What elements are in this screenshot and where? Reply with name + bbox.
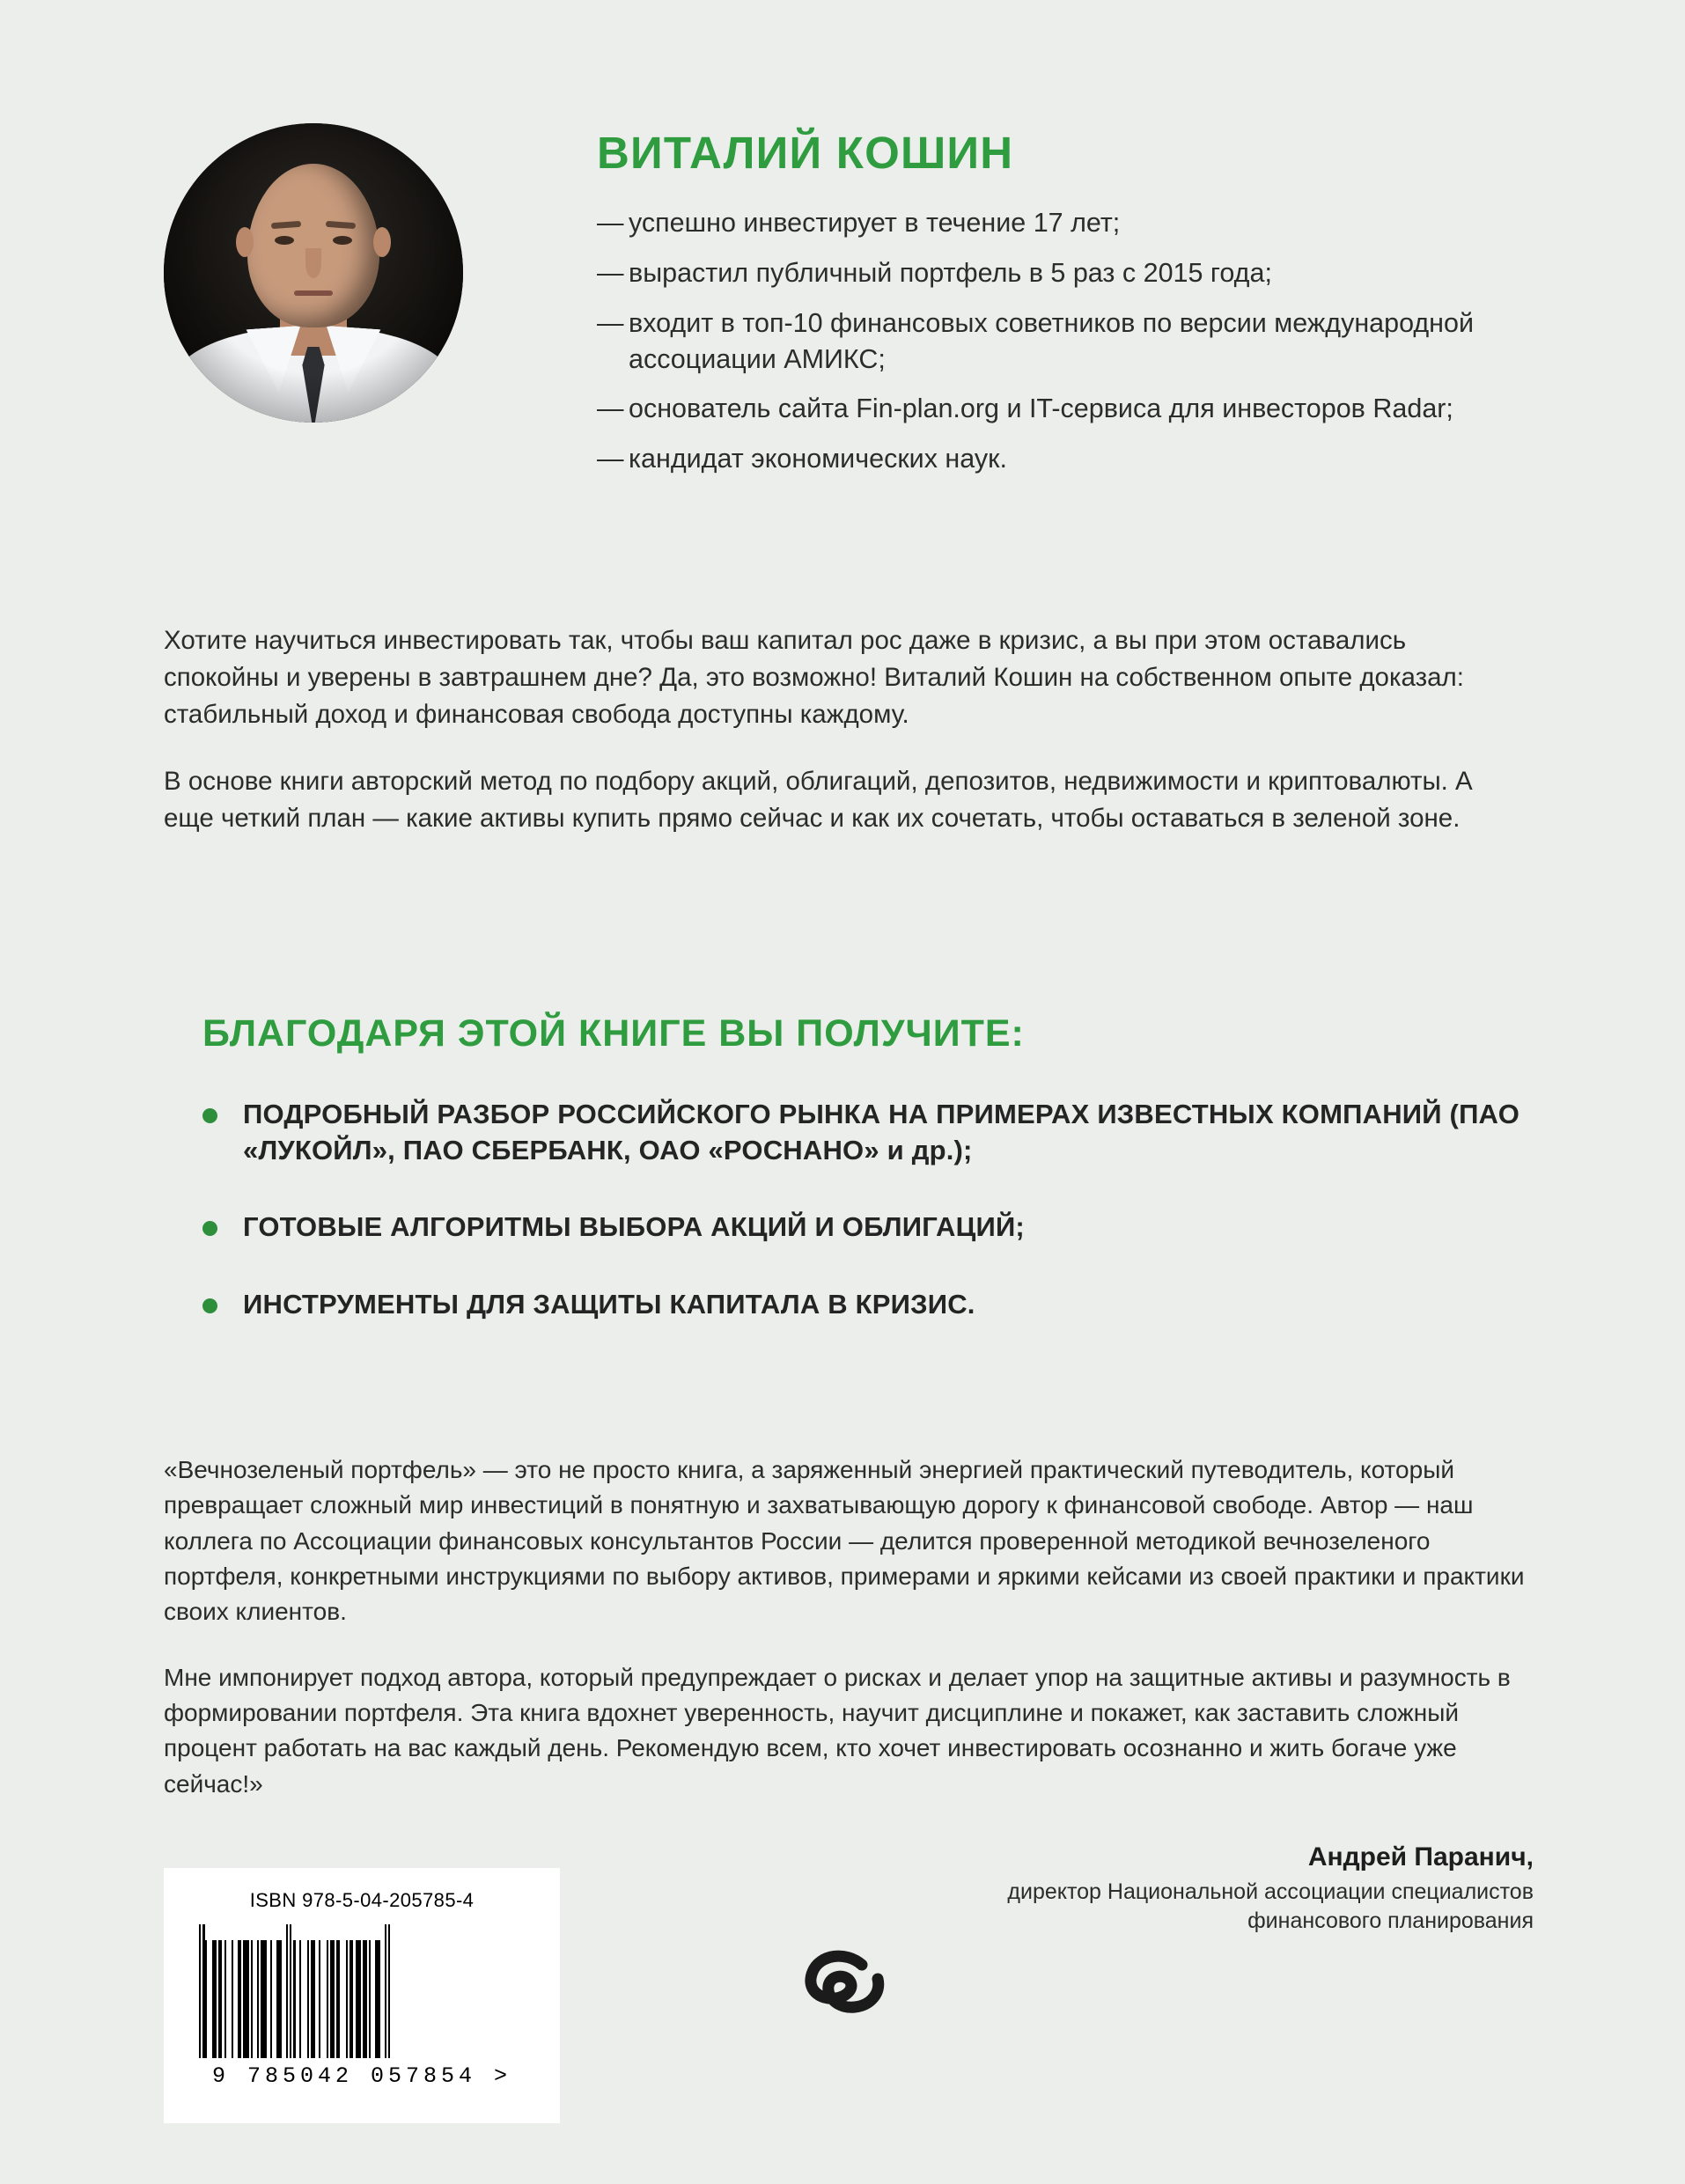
author-fact-text: основатель сайта Fin-plan.org и IT-сервиса для инвесторов Radar; (629, 393, 1453, 424)
dash-marker: — (597, 444, 624, 474)
reviewer-role: директор Национальной ассоциации специалистов финансового планирования (1007, 1879, 1534, 1933)
dash-marker: — (597, 257, 624, 288)
review-paragraph: «Вечнозеленый портфель» — это не просто книга, а заряженный энергией практический путеводитель, который превращает сложный мир инвестиций в понятную и захватывающую дорогу к финансовой свободе. Автор — наш коллега по Ассоциации финансовых консультантов России — делится проверенной методикой вечнозеленого портфеля, конкретными инструкциями по выбору активов, примерами и яркими кейсами из своей практики и практики своих клиентов. (164, 1456, 1525, 1626)
barcode-bars (199, 1924, 525, 2058)
author-text (597, 123, 1537, 491)
author-fact-text: кандидат экономических наук. (629, 444, 1007, 474)
dash-marker: — (597, 393, 624, 424)
benefit-text: ГОТОВЫЕ АЛГОРИТМЫ ВЫБОРА АКЦИЙ И ОБЛИГАЦИЙ; (243, 1211, 1025, 1243)
list-item (597, 441, 1537, 477)
author-fact-text: успешно инвестирует в течение 17 лет; (629, 208, 1121, 238)
list-item (164, 1286, 1537, 1322)
bullet-dot-icon (202, 1298, 217, 1313)
list-item (164, 1096, 1537, 1168)
list-item (597, 255, 1537, 291)
author-fact-text: входит в топ-10 финансовых советников по версии международной ассоциации АМИКС; (629, 307, 1475, 374)
publisher-logo-icon (800, 1945, 885, 2044)
author-block (164, 123, 1537, 491)
dash-marker: — (597, 307, 624, 338)
list-item (164, 1209, 1537, 1245)
intro-block (164, 622, 1519, 866)
intro-paragraph: В основе книги авторский метод по подбору акций, облигаций, депозитов, недвижимости и криптовалюты. А еще четкий план — какие активы купить прямо сейчас и как их сочетать, чтобы оставаться в зеленой зоне. (164, 766, 1473, 833)
barcode-digits: 9 785042 057854 > (211, 2063, 512, 2089)
benefit-text: ИНСТРУМЕНТЫ ДЛЯ ЗАЩИТЫ КАПИТАЛА В КРИЗИС. (243, 1288, 975, 1320)
bullet-dot-icon (202, 1221, 217, 1236)
benefit-text: ПОДРОБНЫЙ РАЗБОР РОССИЙСКОГО РЫНКА НА ПРИМЕРАХ ИЗВЕСТНЫХ КОМПАНИЙ (ПАО «ЛУКОЙЛ», ПАО СБЕРБАНК, ОАО «РОСНАНО» и др.); (243, 1099, 1520, 1166)
review-paragraph: Мне импонирует подход автора, который предупреждает о рисках и делает упор на защитные активы и разумность в формировании портфеля. Эта книга вдохнет уверенность, научит дисциплине и покажет, как заставить сложный процент работать на вас каждый день. Рекомендую всем, кто хочет инвестировать осознанно и жить богаче уже сейчас!» (164, 1663, 1511, 1798)
review-block (164, 1452, 1537, 1832)
benefits-list (164, 1096, 1537, 1363)
isbn-text: ISBN 978-5-04-205785-4 (249, 1889, 475, 1911)
barcode-block (164, 1868, 560, 2123)
author-facts-list (597, 205, 1537, 477)
list-item (597, 391, 1537, 427)
bullet-dot-icon (202, 1108, 217, 1123)
benefits-heading: БЛАГОДАРЯ ЭТОЙ КНИГЕ ВЫ ПОЛУЧИТЕ: (202, 1012, 1025, 1055)
dash-marker: — (597, 208, 624, 238)
list-item (597, 305, 1537, 378)
list-item (597, 205, 1537, 241)
author-portrait (164, 123, 463, 423)
portrait-vignette (164, 123, 463, 423)
intro-paragraph: Хотите научиться инвестировать так, чтобы ваш капитал рос даже в кризис, а вы при этом оставались спокойны и уверены в завтрашнем дне? Да, это возможно! Виталий Кошин на собственном опыте доказал: стабильный доход и финансовая свобода доступны каждому. (164, 626, 1464, 729)
author-fact-text: вырастил публичный портфель в 5 раз с 2015 года; (629, 257, 1272, 288)
reviewer-signature (900, 1842, 1534, 1935)
reviewer-name: Андрей Паранич, (1307, 1842, 1534, 1871)
author-name: ВИТАЛИЙ КОШИН (597, 128, 1014, 178)
